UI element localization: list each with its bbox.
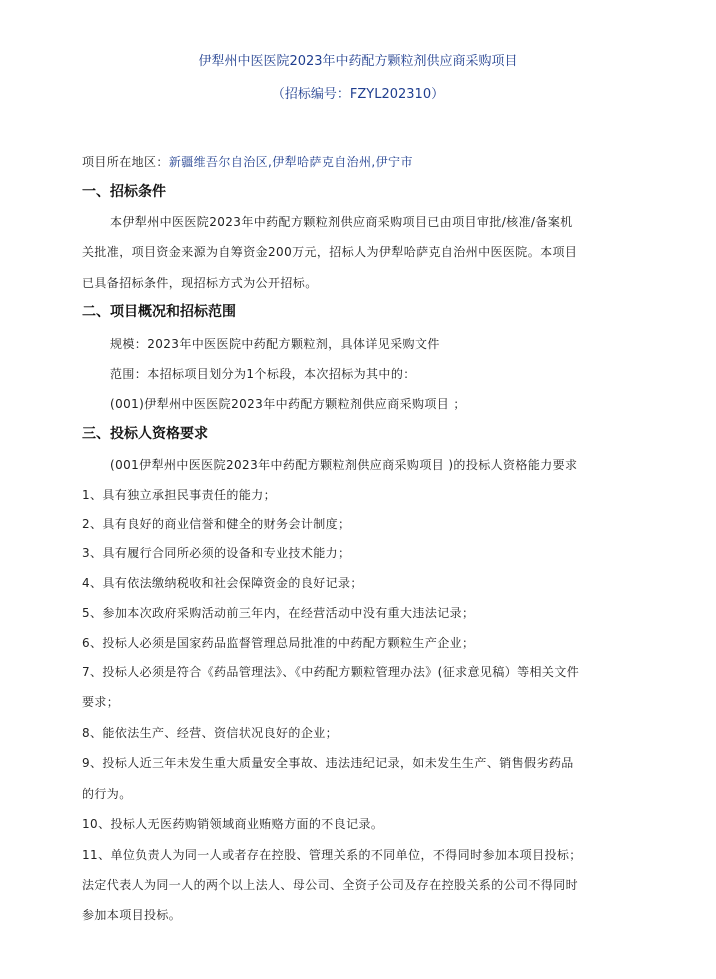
requirement-line: 要求； [82,695,120,709]
requirement-line: 参加本项目投标。 [82,908,182,922]
requirement-line: 法定代表人为同一人的两个以上法人、母公司、全资子公司及存在控股关系的公司不得同时 [82,878,579,892]
tender-number: （招标编号：FZYL202310） [271,87,445,102]
region-label: 项目所在地区： [82,155,169,169]
region-line [82,154,413,170]
section-1-text-line: 关批准，项目资金来源为自筹资金200万元，招标人为伊犁哈萨克自治州中医医院。本项目 [82,245,578,259]
requirement-line: 8、能依法生产、经营、资信状况良好的企业； [82,726,339,740]
section-1-text-line: 本伊犁州中医医院2023年中药配方颗粒剂供应商采购项目已由项目审批/核准/备案机 [110,215,573,229]
region-value: 新疆维吾尔自治区,伊犁哈萨克自治州,伊宁市 [168,155,413,169]
document-title: 伊犁州中医医院2023年中药配方颗粒剂供应商采购项目 [198,54,518,69]
requirement-line: 7、投标人必须是符合《药品管理法》、《中药配方颗粒管理办法》(征求意见稿）等相关文件 [82,665,580,679]
section-2-heading: 二、项目概况和招标范围 [82,304,236,320]
requirement-line: 9、投标人近三年未发生重大质量安全事故、违法违纪记录，如未发生生产、销售假劣药品 [82,756,574,770]
scale-line: 规模：2023年中医医院中药配方颗粒剂，具体详见采购文件 [110,337,440,351]
requirement-line: 1、具有独立承担民事责任的能力； [82,488,277,502]
qualification-intro: (001伊犁州中医医院2023年中药配方颗粒剂供应商采购项目 )的投标人资格能力要求 [110,458,578,472]
requirement-line: 的行为。 [82,787,132,801]
lot-line: (001)伊犁州中医医院2023年中药配方颗粒剂供应商采购项目 ； [110,397,466,411]
section-1-heading: 一、招标条件 [82,184,166,200]
requirement-line: 10、投标人无医药购销领域商业贿赂方面的不良记录。 [82,817,384,831]
requirement-line: 6、投标人必须是国家药品监督管理总局批准的中药配方颗粒生产企业； [82,636,475,650]
requirement-line: 4、具有依法缴纳税收和社会保障资金的良好记录； [82,576,363,590]
scope-line: 范围：本招标项目划分为1个标段，本次招标为其中的： [110,367,416,381]
requirement-line: 2、具有良好的商业信誉和健全的财务会计制度； [82,517,351,531]
section-1-text-line: 已具备招标条件，现招标方式为公开招标。 [82,276,318,290]
section-3-heading: 三、投标人资格要求 [82,426,208,442]
requirement-line: 11、单位负责人为同一人或者存在控股、管理关系的不同单位，不得同时参加本项目投标； [82,848,582,862]
requirement-line: 3、具有履行合同所必须的设备和专业技术能力； [82,546,351,560]
requirement-line: 5、参加本次政府采购活动前三年内，在经营活动中没有重大违法记录； [82,606,475,620]
